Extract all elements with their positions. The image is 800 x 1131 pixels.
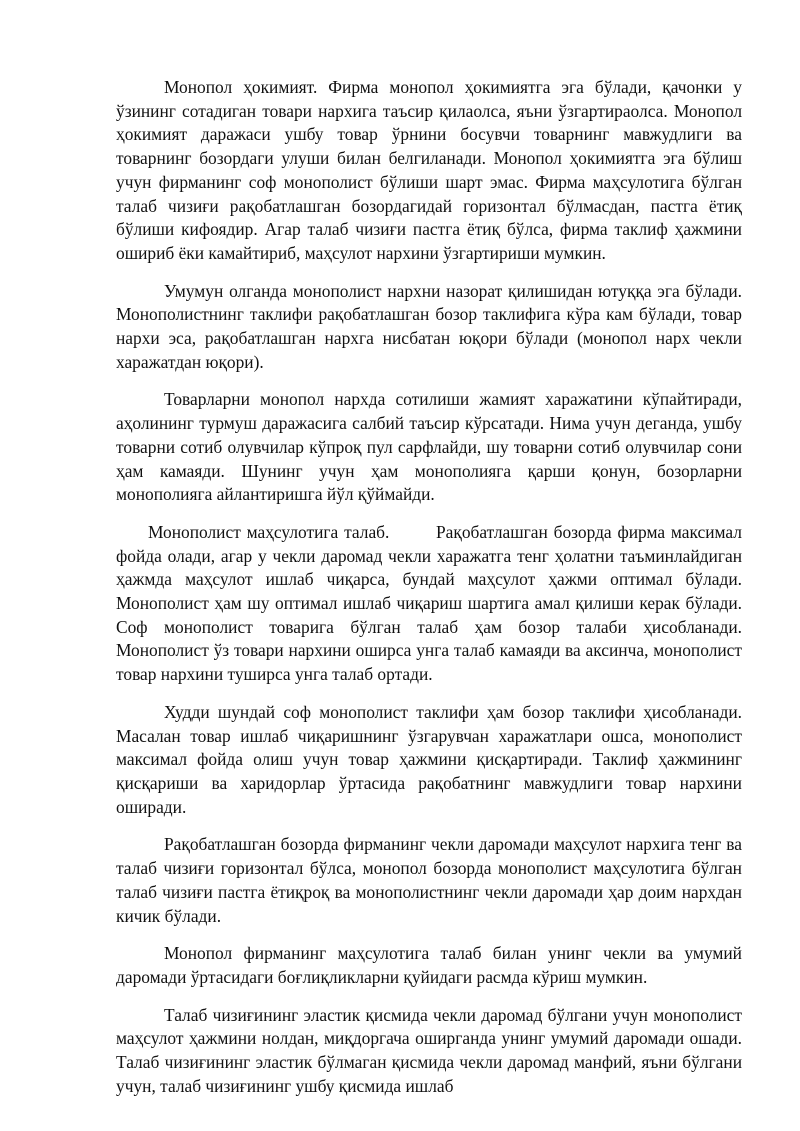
paragraph-monopoly-price: Товарларни монопол нархда сотилиши жамият харажатини кўпайтиради, аҳолининг турмуш даражасига салбий таъсир кўрсатади. Нима учун деганда, ушбу товарни сотиб олувчилар кўпроқ пул сарфлайди, шу товарни сотиб олувчилар сони ҳам камаяди. Шунинг учун ҳам монополияга қарши қонун, бозорларни монополияга айлантиришга йўл қўймайди. xyxy=(116,389,742,505)
paragraph-monopoly-power: Монопол ҳокимият. Фирма монопол ҳокимиятга эга бўлади, қачонки у ўзининг сотадиган товари нархига таъсир қилаолса, яъни ўзгартираолса. Монопол ҳокимият даражаси ушбу товар ўрнини босувчи товарнинг мавжудлиги ва товарнинг бозордаги улуши билан белгиланади. Монопол ҳокимиятга эга бўлиш учун фирманинг соф монополист бўлиши шарт эмас. Фирма маҳсулотига бўлган талаб чизиғи рақобатлашган бозордагидай горизонтал бўлмасдан, пастга ётиқ бўлиши кифоядир. Агар талаб чизиғи пастга ётиқ бўлса, фирма таклиф ҳажмини ошириб ёки камайтириб, маҳсулот нархини ўзгартириши мумкин. xyxy=(116,77,742,263)
paragraph-price-control: Умумун олганда монополист нархни назорат қилишидан ютуққа эга бўлади. Монополистнинг таклифи рақобатлашган бозор таклифига кўра кам бўлади, товар нархи эса, рақобатлашган нархга нисбатан юқори бўлади (монопол нарх чекли харажатдан юқори). xyxy=(116,280,742,372)
paragraph-monopoly-supply: Худди шундай соф монополист таклифи ҳам бозор таклифи ҳисобланади. Масалан товар ишлаб чиқаришнинг ўзгарувчан харажатлари ошса, монополист максимал фойда олиш учун товар ҳажмини қисқартиради. Таклиф ҳажмининг қисқариши ва харидорлар ўртасида рақобатнинг мавжудлиги товар нархини оширади. xyxy=(116,701,742,817)
paragraph-marginal-revenue: Рақобатлашган бозорда фирманинг чекли даромади маҳсулот нархига тенг ва талаб чизиғи горизонтал бўлса, монопол бозорда монополист маҳсулотига бўлган талаб чизиғи пастга ётиқроқ ва монополистнинг чекли даромади ҳар доим нархдан кичик бўлади. xyxy=(116,834,742,926)
body-text xyxy=(116,76,747,1098)
paragraph-figure-reference: Монопол фирманинг маҳсулотига талаб билан унинг чекли ва умумий даромади ўртасидаги боғлиқликларни қуйидаги расмда кўриш мумкин. xyxy=(116,943,742,987)
paragraph-elastic-demand: Талаб чизиғининг эластик қисмида чекли даромад бўлгани учун монополист маҳсулот ҳажмини нолдан, миқдоргача оширганда унинг умумий даромади ошади. Талаб чизиғининг эластик бўлмаган қисмида чекли даромад манфий, яъни бўлгани учун, талаб чизиғининг ушбу қисмида ишлаб xyxy=(116,1004,742,1096)
paragraph-monopoly-demand: Монополист маҳсулотига талаб. Рақобатлашган бозорда фирма максимал фойда олади, агар у чекли даромад чекли харажатга тенг ҳолатни таъминлайдиган ҳажмда маҳсулот ишлаб чиқарса, бундай маҳсулот ҳажми оптимал бўлади. Монополист ҳам шу оптимал ишлаб чиқариш шартига амал қилиши керак бўлади. Соф монополист товарига бўлган талаб ҳам бозор талаби ҳисобланади. Монополист ўз товари нархини оширса унга талаб камаяди ва аксинча, монополист товар нархини туширса унга талаб ортади. xyxy=(116,521,747,685)
